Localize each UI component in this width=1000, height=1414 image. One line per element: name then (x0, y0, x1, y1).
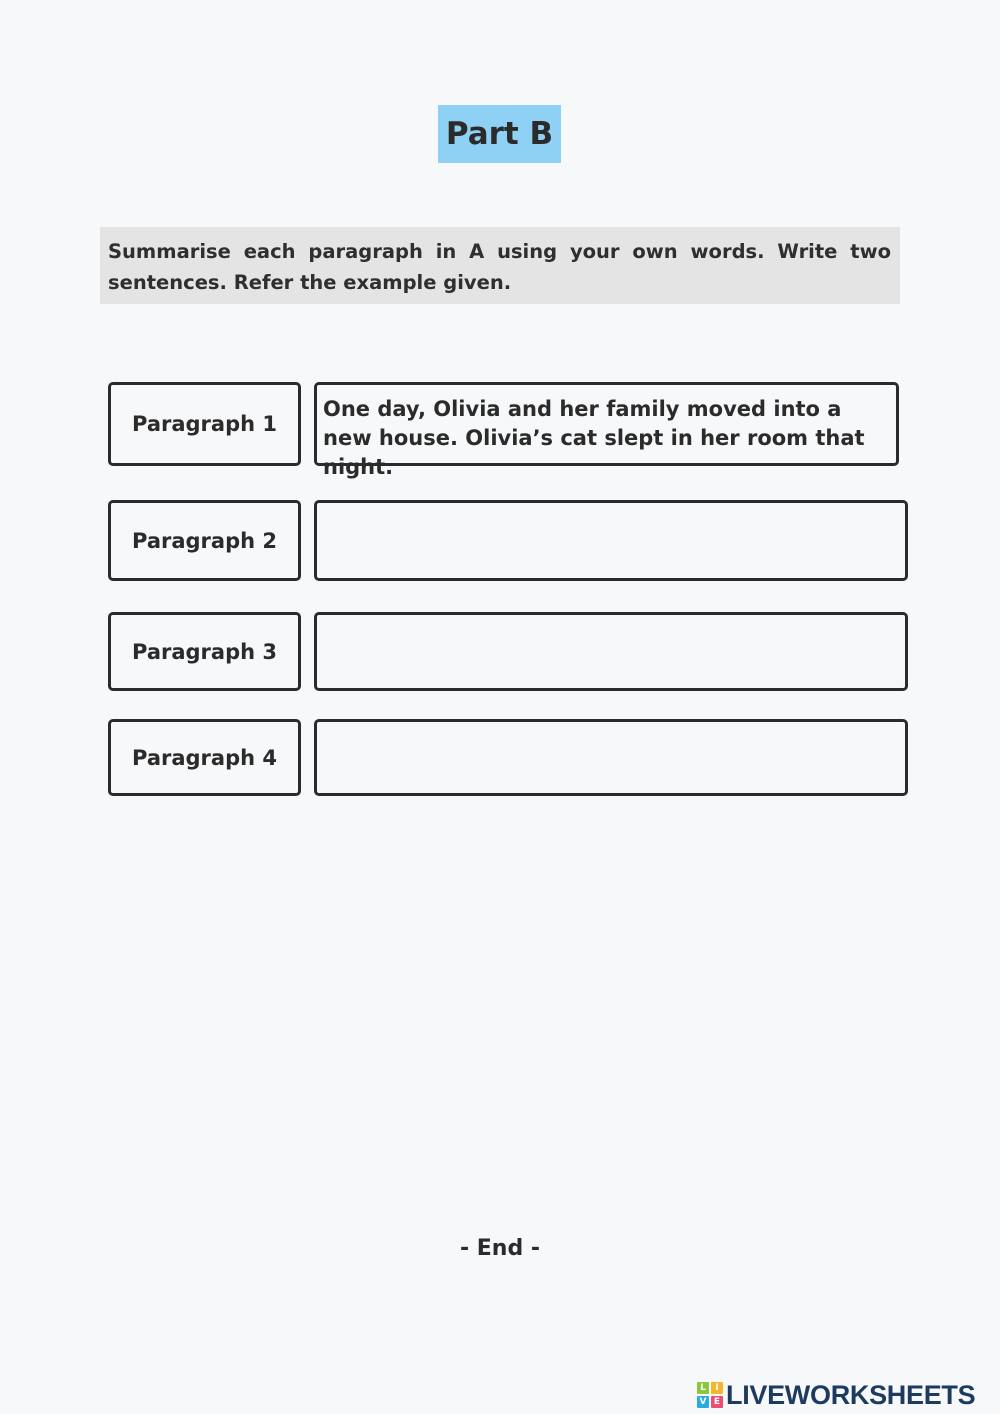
paragraph-2-label: Paragraph 2 (108, 500, 301, 581)
paragraph-3-label: Paragraph 3 (108, 612, 301, 691)
paragraph-4-label: Paragraph 4 (108, 719, 301, 796)
logo-letter-l: L (697, 1382, 709, 1394)
paragraph-1-answer[interactable]: One day, Olivia and her family moved into a new house. Olivia’s cat slept in her room that night. (314, 382, 899, 466)
paragraph-2-answer[interactable] (314, 500, 908, 581)
liveworksheets-logo-icon (697, 1382, 723, 1408)
brand-name: LIVEWORKSHEETS (726, 1379, 976, 1410)
paragraph-3-answer[interactable] (314, 612, 908, 691)
end-marker: - End - (459, 1236, 541, 1261)
logo-letter-e: E (711, 1396, 723, 1408)
logo-letter-v: V (697, 1396, 709, 1408)
paragraph-4-answer[interactable] (314, 719, 908, 796)
liveworksheets-brand (697, 1380, 975, 1410)
instructions-text: Summarise each paragraph in A using your own words. Write two sentences. Refer the example given. (100, 227, 900, 304)
logo-letter-i: I (711, 1382, 723, 1394)
page-title: Part B (438, 105, 561, 163)
paragraph-1-label: Paragraph 1 (108, 382, 301, 466)
